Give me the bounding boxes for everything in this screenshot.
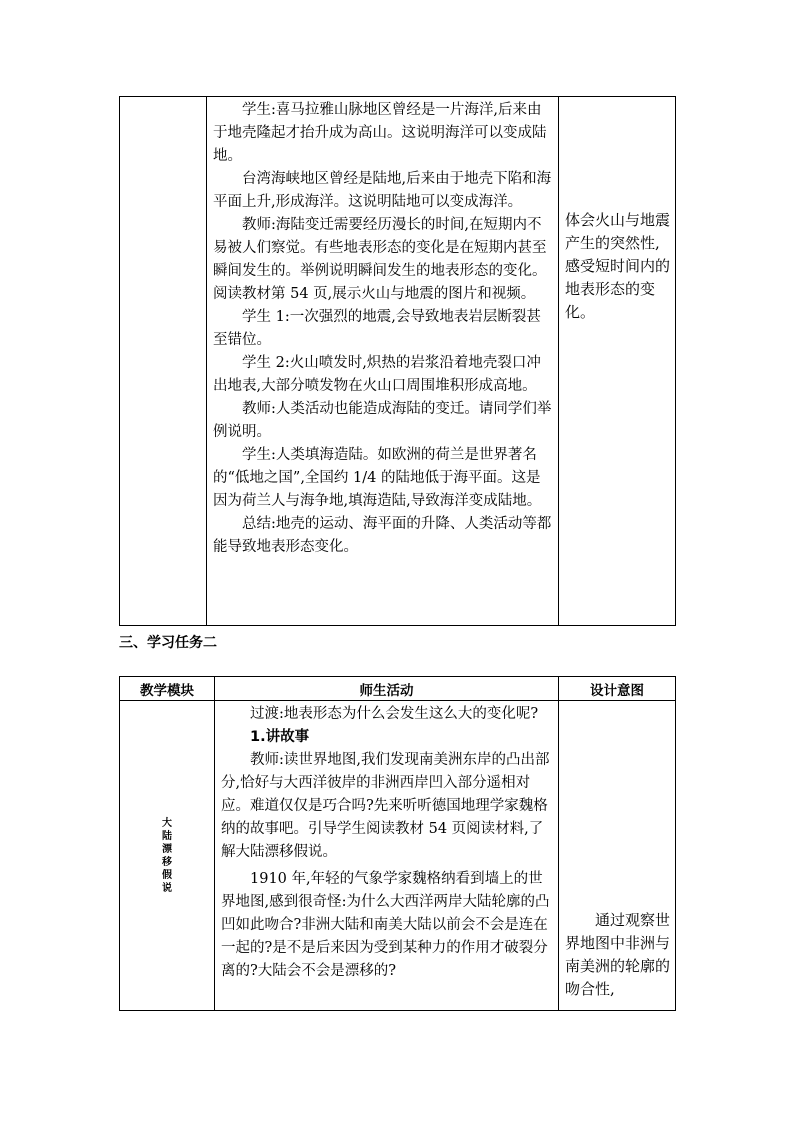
paragraph: 1910 年,年轻的气象学家魏格纳看到墙上的世界地图,感到很奇怪:为什么大西洋两岸大陆轮廓的凸凹如此吻合?非洲大陆和南美大陆以前会不会是连在一起的?是不是后来因为受到某种力的作用才破裂分离的?大陆会不会是漂移的? bbox=[221, 871, 550, 979]
paragraph: 学生 1:一次强烈的地震,会导致地表岩层断裂甚至错位。 bbox=[213, 309, 541, 348]
module-cell bbox=[120, 97, 207, 626]
paragraph: 教师:人类活动也能造成海陆的变迁。请同学们举例说明。 bbox=[213, 401, 552, 440]
paragraph: 学生:喜马拉雅山脉地区曾经是一片海洋,后来由于地壳隆起才抬升成为高山。这说明海洋可以变成陆地。 bbox=[213, 102, 547, 164]
paragraph: 教师:海陆变迁需要经历漫长的时间,在短期内不易被人们察觉。有些地表形态的变化是在短期内甚至瞬间发生的。举例说明瞬间发生的地表形态的变化。阅读教材第 54 页,展示火山与地震的图片和视频。 bbox=[213, 217, 547, 302]
header-module: 教学模块 bbox=[120, 677, 215, 701]
lesson-table-1 bbox=[119, 96, 676, 626]
header-activity: 师生活动 bbox=[215, 677, 559, 701]
design-text: 体会火山与地震产生的突然性,感受短时间内的地表形态的变化。 bbox=[565, 211, 671, 321]
subheading: 1.讲故事 bbox=[250, 729, 310, 745]
activity-cell bbox=[207, 97, 559, 626]
design-cell bbox=[559, 701, 676, 1011]
module-name: 大陆漂移假说 bbox=[120, 701, 215, 1011]
lesson-table-2 bbox=[119, 676, 676, 1011]
design-cell bbox=[559, 97, 676, 626]
paragraph: 教师:读世界地图,我们发现南美洲东岸的凸出部分,恰好与大西洋彼岸的非洲西岸凹入部分遥相对应。难道仅仅是巧合吗?先来听听德国地理学家魏格纳的故事吧。引导学生阅读教材 54 页阅读材料,了解大陆漂移假说。 bbox=[221, 752, 550, 860]
design-text: 通过观察世界地图中非洲与南美洲的轮廓的吻合性, bbox=[565, 911, 671, 998]
paragraph: 学生:人类填海造陆。如欧洲的荷兰是世界著名的“低地之国”,全国约 1/4 的陆地低于海平面。这是因为荷兰人与海争地,填海造陆,导致海洋变成陆地。 bbox=[213, 447, 542, 509]
paragraph: 过渡:地表形态为什么会发生这么大的变化呢? bbox=[250, 706, 539, 722]
paragraph: 台湾海峡地区曾经是陆地,后来由于地壳下陷和海平面上升,形成海洋。这说明陆地可以变成海洋。 bbox=[213, 171, 552, 210]
paragraph: 学生 2:火山喷发时,炽热的岩浆沿着地壳裂口冲出地表,大部分喷发物在火山口周围堆积形成高地。 bbox=[213, 355, 541, 394]
paragraph: 总结:地壳的运动、海平面的升降、人类活动等都能导致地表形态变化。 bbox=[213, 516, 552, 555]
header-design: 设计意图 bbox=[559, 677, 676, 701]
activity-cell bbox=[215, 701, 559, 1011]
section-heading: 三、学习任务二 bbox=[119, 635, 217, 651]
